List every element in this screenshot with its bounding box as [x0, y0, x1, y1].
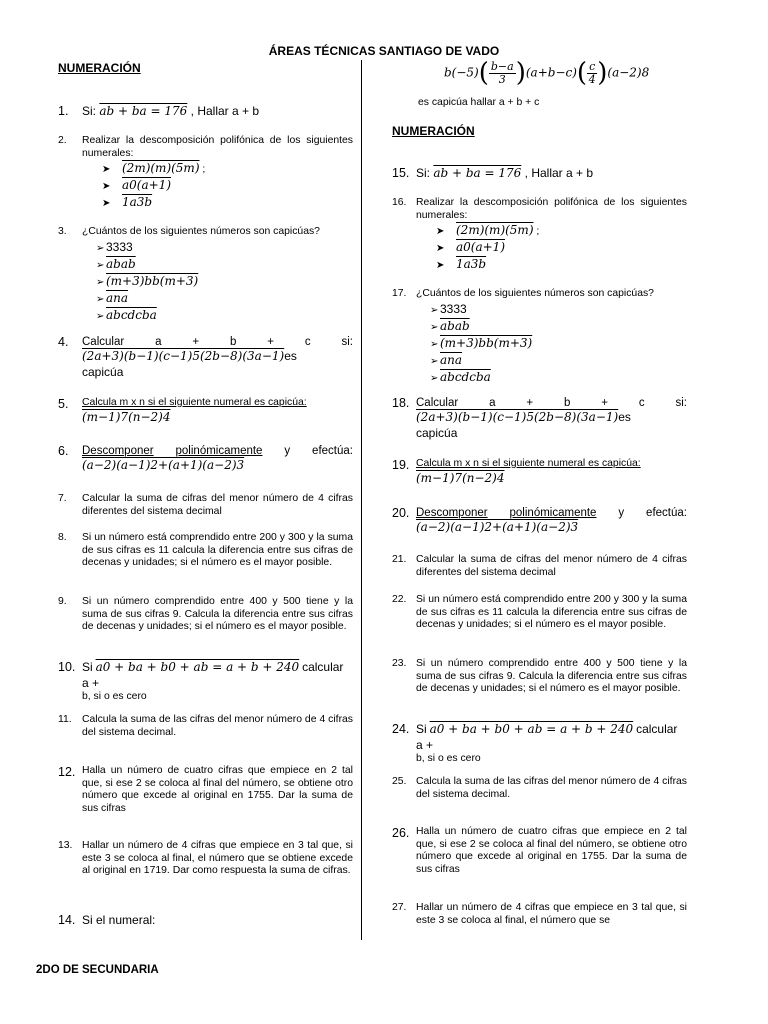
list-item: ➢ (m+3)bb(m+3) — [96, 273, 199, 288]
question-22: 22. Si un número está comprendido entre 200 y 300 y la suma de sus cifras es 11 calcula la diferencia entre sus cifras de decenas y unidades; si el número es el mayor posible. — [392, 594, 687, 631]
question-6: 6. Descomponer polinómicamente y efectúa: (a−2)(a−1)2+(a+1)(a−2)3 — [58, 444, 353, 473]
question-7: 7. Calcular la suma de cifras del menor número de 4 cifras diferentes del sistema decimal — [58, 493, 353, 517]
question-3: 3. ¿Cuántos de los siguientes números son capicúas? ➢ 3333 ➢ abab ➢ (m+3)bb(m+3) ➢ $\overline{ana}$ ➢ abcdcba — [58, 226, 353, 324]
arrow-bullet-icon: ➢ — [430, 372, 439, 384]
question-14-tail: es capicúa hallar a + b + c — [418, 97, 540, 108]
question-15: 15. Si: ab + ba = 176 , Hallar a + b — [392, 166, 594, 180]
arrow-bullet-icon: ➤ — [102, 164, 111, 176]
list-item: ➤ 1a3b — [436, 257, 487, 272]
arrow-bullet-icon: ➤ — [102, 198, 111, 210]
list-item: ➤ a0(a+1) — [436, 240, 505, 255]
question-25: 25. Calcula la suma de las cifras del menor número de 4 cifras del sistema decimal. — [392, 776, 687, 800]
question-11: 11. Calcula la suma de las cifras del menor número de 4 cifras del sistema decimal. — [58, 714, 353, 738]
question-17: 17. ¿Cuántos de los siguientes números son capicúas? ➢ 3333 ➢ abab ➢ (m+3)bb(m+3) ➢ $\overline{ana}$ ➢ abcdcba — [392, 288, 687, 386]
question-9: 9. Si un número comprendido entre 400 y 500 tiene y la suma de sus cifras 9. Calcula la diferencia entre sus cifras de decenas y unidades; si el número es el mayor posible. — [58, 596, 353, 633]
arrow-bullet-icon: ➢ — [96, 276, 105, 288]
arrow-bullet-icon: ➤ — [102, 181, 111, 193]
math-expression: (m−1)7(n−2)4 — [82, 409, 171, 424]
arrow-bullet-icon: ➢ — [430, 304, 439, 316]
arrow-bullet-icon: ➤ — [436, 260, 445, 272]
question-19: 19. Calcula m x n si el siguiente numeral es capicúa: (m−1)7(n−2)4 — [392, 458, 687, 485]
list-item: ➢ $\overline{ana}$ — [430, 352, 463, 367]
question-14: 14. Si el numeral: — [58, 913, 156, 927]
question-4: 4. Calcular a + b + c si: (2a+3)(b−1)(c−1)5(2b−8)(3a−1)es capicúa — [58, 335, 353, 379]
question-8: 8. Si un número está comprendido entre 200 y 300 y la suma de sus cifras es 11 calcula la diferencia entre sus cifras de decenas y unidades; si el número es el mayor posible. — [58, 532, 353, 569]
question-16: 16. Realizar la descomposición polifónica de los siguientes numerales: ➤ (2m)(m)(5m) ; ➤ a0(a+1) ➤ 1a3b — [392, 197, 687, 274]
list-item: ➢ abcdcba — [430, 369, 491, 384]
section-heading-left: NUMERACIÓN — [58, 61, 141, 75]
list-item: ➢ abab — [96, 256, 136, 271]
math-expression: (m−1)7(n−2)4 — [416, 470, 505, 485]
math-expression: ab + ba = 176 — [433, 166, 522, 180]
question-2: 2. Realizar la descomposición polifónica de los siguientes numerales: ➤ (2m)(m)(5m) ; ➤ a0(a+1) ➤ 1a3b — [58, 135, 353, 212]
question-23: 23. Si un número comprendido entre 400 y 500 tiene y la suma de sus cifras 9. Calcula la diferencia entre sus cifras de decenas y unidades; si el número es el mayor posible. — [392, 658, 687, 695]
arrow-bullet-icon: ➢ — [96, 310, 105, 322]
question-14-continued: b(−5)( $\frac{b-a}{3}$ )(a+b−c)( $\frac{c}{4}$ )(a−2)8 — [444, 58, 650, 88]
math-expression: (2a+3)(b−1)(c−1)5(2b−8)(3a−1) — [82, 349, 285, 364]
list-item: ➢ 3333 — [430, 301, 467, 316]
column-divider — [361, 60, 362, 940]
document-title: ÁREAS TÉCNICAS SANTIAGO DE VADO — [268, 44, 500, 58]
question-10: 10. Si a0 + ba + b0 + ab = a + b + 240 calcular a + b, si o es cero — [58, 660, 344, 703]
arrow-bullet-icon: ➢ — [96, 293, 105, 305]
question-24: 24. Si a0 + ba + b0 + ab = a + b + 240 calcular a + b, si o es cero — [392, 722, 678, 765]
list-item: ➤ a0(a+1) — [102, 178, 171, 193]
math-expression: a0 + ba + b0 + ab = a + b + 240 — [95, 660, 300, 674]
math-expression: (2a+3)(b−1)(c−1)5(2b−8)(3a−1) — [416, 410, 619, 425]
footer-grade: 2DO DE SECUNDARIA — [36, 964, 159, 976]
list-item: ➢ 3333 — [96, 239, 133, 254]
arrow-bullet-icon: ➢ — [96, 259, 105, 271]
question-26: 26. Halla un número de cuatro cifras que empiece en 2 tal que, si ese 2 se coloca al final del número, se obtiene otro número que excede al original en 1755. Dar la suma de sus cifras — [392, 826, 687, 876]
arrow-bullet-icon: ➤ — [436, 243, 445, 255]
arrow-bullet-icon: ➤ — [436, 226, 445, 238]
question-27: 27. Hallar un número de 4 cifras que empiece en 3 tal que, si este 3 se coloca al final, el número que se — [392, 902, 687, 926]
math-expression: (a−2)(a−1)2+(a+1)(a−2)3 — [82, 458, 245, 473]
section-heading-right: NUMERACIÓN — [392, 124, 475, 138]
arrow-bullet-icon: ➢ — [430, 355, 439, 367]
question-13: 13. Hallar un número de 4 cifras que empiece en 3 tal que, si este 3 se coloca al final, el número que se obtiene excede al original en 1719. Dar como respuesta la suma de cifras. — [58, 840, 353, 877]
arrow-bullet-icon: ➢ — [430, 321, 439, 333]
arrow-bullet-icon: ➢ — [96, 242, 105, 254]
question-12: 12. Halla un número de cuatro cifras que empiece en 2 tal que, si ese 2 se coloca al final del número, se obtiene otro número que excede al original en 1755. Dar la suma de sus cifras — [58, 765, 353, 815]
math-expression: (a−2)(a−1)2+(a+1)(a−2)3 — [416, 520, 579, 535]
question-5: 5. Calcula m x n si el siguiente numeral es capicúa: (m−1)7(n−2)4 — [58, 397, 353, 424]
question-20: 20. Descomponer polinómicamente y efectúa: (a−2)(a−1)2+(a+1)(a−2)3 — [392, 506, 687, 535]
list-item: ➢ abab — [430, 318, 470, 333]
math-expression: ab + ba = 176 — [99, 104, 188, 118]
list-item: ➤ (2m)(m)(5m) ; — [102, 161, 206, 176]
question-21: 21. Calcular la suma de cifras del menor número de 4 cifras diferentes del sistema decimal — [392, 554, 687, 578]
question-18: 18. Calcular a + b + c si: (2a+3)(b−1)(c−1)5(2b−8)(3a−1)es capicúa — [392, 396, 687, 440]
math-expression: a0 + ba + b0 + ab = a + b + 240 — [429, 722, 634, 736]
list-item: ➤ (2m)(m)(5m) ; — [436, 223, 540, 238]
arrow-bullet-icon: ➢ — [430, 338, 439, 350]
question-1: 1. Si: ab + ba = 176 , Hallar a + b — [58, 104, 260, 118]
list-item: ➤ 1a3b — [102, 195, 153, 210]
list-item: ➢ (m+3)bb(m+3) — [430, 335, 533, 350]
list-item: ➢ $\overline{ana}$ — [96, 290, 129, 305]
list-item: ➢ abcdcba — [96, 307, 157, 322]
